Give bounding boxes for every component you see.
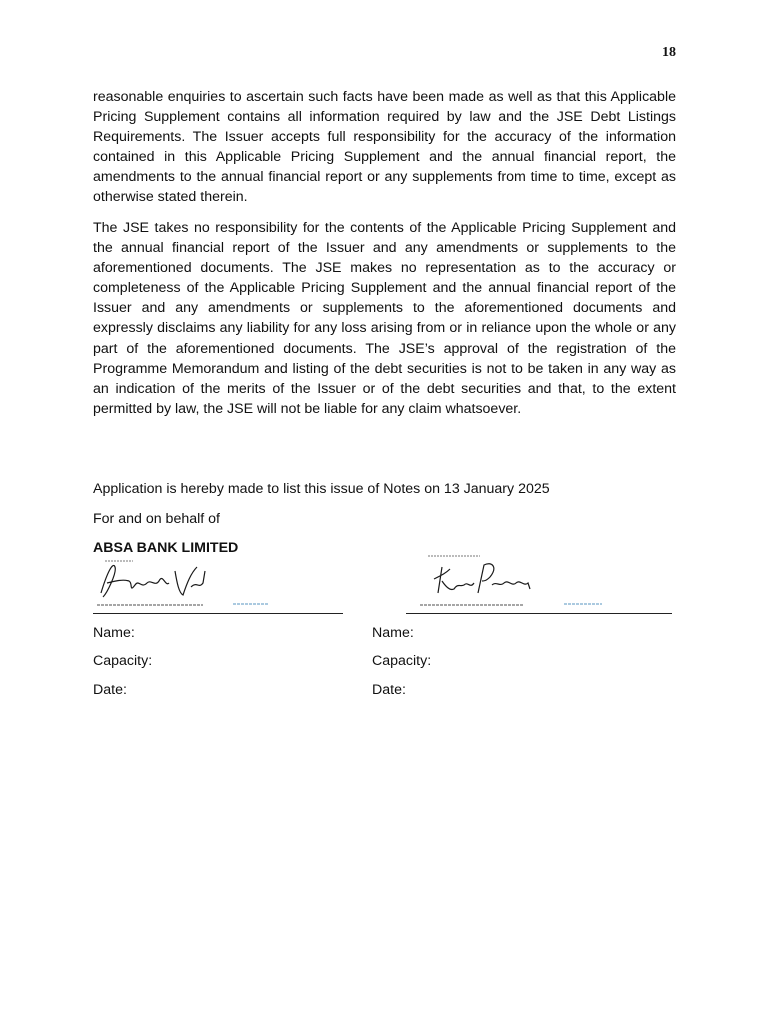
signature-block-left	[93, 553, 343, 614]
company-name: ABSA BANK LIMITED	[93, 540, 239, 556]
signature-block-right	[406, 553, 672, 614]
paragraph-jse-disclaimer: The JSE takes no responsibility for the contents of the Applicable Pricing Supplement and the annual financial report of the Issuer and any amendments or supplements to the aforementioned documents. The JSE makes no representation as to the accuracy or completeness of the Applicable Pricing Supplement and the annual financial report of the Issuer and any amendments or supplements to the aforementioned documents and expressly disclaims any liability for any loss arising from or in reliance upon the whole or any part of the aforementioned documents. The JSE’s approval of the registration of the Programme Memorandum and listing of the debt securities is not to be taken in any way as an indication of the merits of the Issuer or of the debt securities and that, to the extent permitted by law, the JSE will not be liable for any claim whatsoever.	[93, 220, 676, 417]
left-capacity-label: Capacity:	[93, 653, 153, 669]
right-name-label: Name:	[372, 625, 414, 641]
left-name-label: Name:	[93, 625, 135, 641]
paragraph-responsibility: reasonable enquiries to ascertain such facts have been made as well as that this Applicable Pricing Supplement contains all information required by law and the JSE Debt Listings Requirements. The Issuer accepts full responsibility for the accuracy of the information contained in this Applicable Pricing Supplement and the annual financial report, the amendments to the annual financial report or any supplements from time to time, except as otherwise stated therein.	[93, 89, 676, 206]
application-statement: Application is hereby made to list this issue of Notes on 13 January 2025	[93, 481, 550, 497]
on-behalf-of-label: For and on behalf of	[93, 511, 220, 527]
left-date-label: Date:	[93, 682, 127, 698]
signature-image-left	[93, 553, 343, 613]
signature-image-right	[406, 553, 672, 613]
right-date-label: Date:	[372, 682, 406, 698]
right-capacity-label: Capacity:	[372, 653, 432, 669]
page-number: 18	[662, 45, 676, 60]
